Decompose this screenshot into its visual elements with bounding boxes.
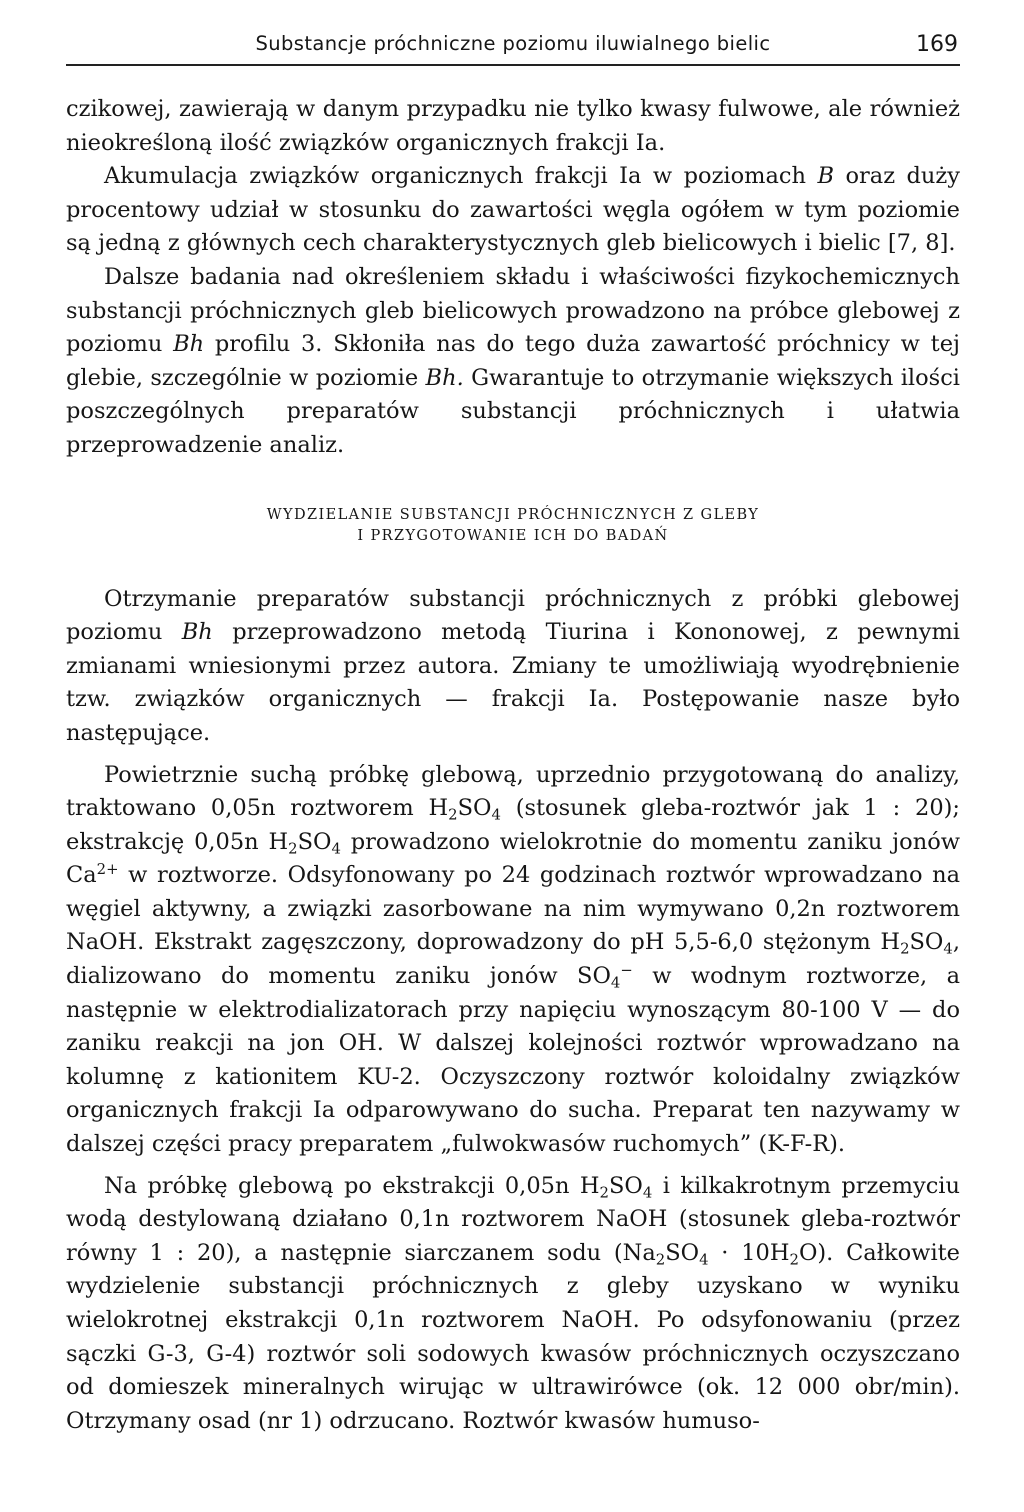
section-heading xyxy=(66,505,960,547)
paragraph xyxy=(66,93,960,160)
text-run: Gwarantuje to otrzymanie większych ilości poszczególnych preparatów substancji próchnicznych i ułatwia przeprowadzenie analiz. xyxy=(66,364,960,458)
text-run: w wodnym roztworze, a następnie w elektrodializatorach przy napięciu wynoszącym 80-100 V — do zaniku reakcji na jon OH. W dalszej kolejności roztwór wprowadzano na kolumnę z kationitem KU-2. Oczyszczony roztwór koloidalny związków organicznych frakcji Ia odparowywano do sucha. Preparat ten nazywamy w dalszej części pracy preparatem „fulwokwasów ruchomych” (K-F-R). xyxy=(66,963,960,1158)
subscript: 4 xyxy=(699,1250,709,1269)
text-run: (stosunek gleba-roztwór jak 1 : 20); ekstrakcję 0,05n H xyxy=(66,795,960,855)
page-body xyxy=(66,93,960,1438)
text-run: , dializowano do momentu zaniku jonów SO xyxy=(66,929,960,990)
subscript: 2 xyxy=(789,1250,799,1269)
subscript: 4 xyxy=(610,973,621,992)
paragraph xyxy=(66,160,960,261)
text-run: i kilkakrotnym przemyciu wodą destylowaną działano 0,1n roztworem NaOH (stosunek gleba-roztwór równy 1 : 20), a następnie siarczanem sodu (Na xyxy=(66,1172,960,1266)
text-run: · 10H xyxy=(708,1239,790,1266)
italic-horizon-label: B xyxy=(817,163,835,190)
section-heading-line: I PRZYGOTOWANIE ICH DO BADAŃ xyxy=(357,527,669,544)
subscript: 4 xyxy=(331,839,341,858)
text-run: Powietrznie suchą próbkę glebową, uprzednio przygotowaną do analizy, traktowano 0,05n roztworem H xyxy=(66,761,960,822)
subscript: 2 xyxy=(655,1250,666,1269)
subscript: 4 xyxy=(943,939,953,958)
text-run: SO xyxy=(909,929,944,956)
text-run: profilu 3. Skłoniła nas do tego duża zawartość próchnicy w tej glebie, szczególnie w poziomie xyxy=(66,331,960,391)
text-run: O). Całkowite wydzielenie substancji próchnicznych z gleby uzyskano w wyniku wielokrotnej ekstrakcji 0,1n roztworem NaOH. Po odsyfonowaniu (przez sączki G-3, G-4) roztwór soli sodowych kwasów próchnicznych oczyszczano od domieszek mineralnych wirując w ultrawirówce (ok. 12 000 obr/min). Otrzymany osad (nr 1) odrzucano. Roztwór kwasów humuso- xyxy=(66,1239,960,1434)
text-run: SO xyxy=(297,828,332,855)
text-run: oraz duży procentowy udział w stosunku do zawartości węgla ogółem w tym poziomie są jedną z głównych cech charakterystycznych gleb bielicowych i bielic [7, 8]. xyxy=(66,163,960,257)
text-run: Otrzymanie preparatów substancji próchnicznych z próbki glebowej poziomu xyxy=(66,585,960,646)
text-run: Dalsze badania nad określeniem składu i właściwości fizykochemicznych substancji próchnicznych gleb bielicowych prowadzono na próbce glebowej z poziomu xyxy=(66,263,960,358)
text-run: prowadzono wielokrotnie do momentu zaniku jonów Ca xyxy=(66,828,960,889)
text-run: Akumulacja związków organicznych frakcji Ia w poziomach xyxy=(104,163,818,190)
text-run: Na próbkę glebową po ekstrakcji 0,05n H xyxy=(104,1172,600,1199)
paragraph xyxy=(66,1170,960,1439)
italic-horizon-label: Bh xyxy=(173,331,205,358)
superscript: 2+ xyxy=(96,860,119,879)
paragraph-text: czikowej, zawierają w danym przypadku nie tylko kwasy fulwowe, ale również nieokreśloną ilość związków organicznych frakcji Ia. xyxy=(66,96,960,156)
subscript: 2 xyxy=(288,839,298,858)
section-heading-line: WYDZIELANIE SUBSTANCJI PRÓCHNICZNYCH Z GLEBY xyxy=(266,506,760,523)
subscript: 4 xyxy=(491,805,501,824)
text-run: SO xyxy=(608,1172,643,1199)
running-title: Substancje próchniczne poziomu iluwialnego bielic xyxy=(255,32,771,55)
subscript: 2 xyxy=(599,1183,609,1202)
subscript: 4 xyxy=(642,1183,653,1202)
paragraph xyxy=(66,583,960,751)
subscript: 2 xyxy=(448,805,458,824)
text-run: SO xyxy=(665,1239,700,1266)
page-number: 169 xyxy=(916,32,958,57)
text-run: SO xyxy=(457,795,492,822)
superscript: − xyxy=(620,960,633,979)
page-header xyxy=(66,30,960,66)
paragraph xyxy=(66,261,960,463)
italic-horizon-label: Bh. xyxy=(425,364,464,391)
paragraph xyxy=(66,759,960,1162)
subscript: 2 xyxy=(900,939,910,958)
text-run: w roztworze. Odsyfonowany po 24 godzinach roztwór wprowadzano na węgiel aktywny, a związki zasorbowane na nim wymywano 0,2n roztworem NaOH. Ekstrakt zagęszczony, doprowadzony do pH 5,5-6,0 stężonym H xyxy=(66,862,960,956)
text-run: przeprowadzono metodą Tiurina i Kononowej, z pewnymi zmianami wniesionymi przez autora. Zmiany te umożliwiają wyodrębnienie tzw. związków organicznych — frakcji Ia. Postępowanie nasze było następujące. xyxy=(66,619,960,746)
italic-horizon-label: Bh xyxy=(181,619,213,646)
